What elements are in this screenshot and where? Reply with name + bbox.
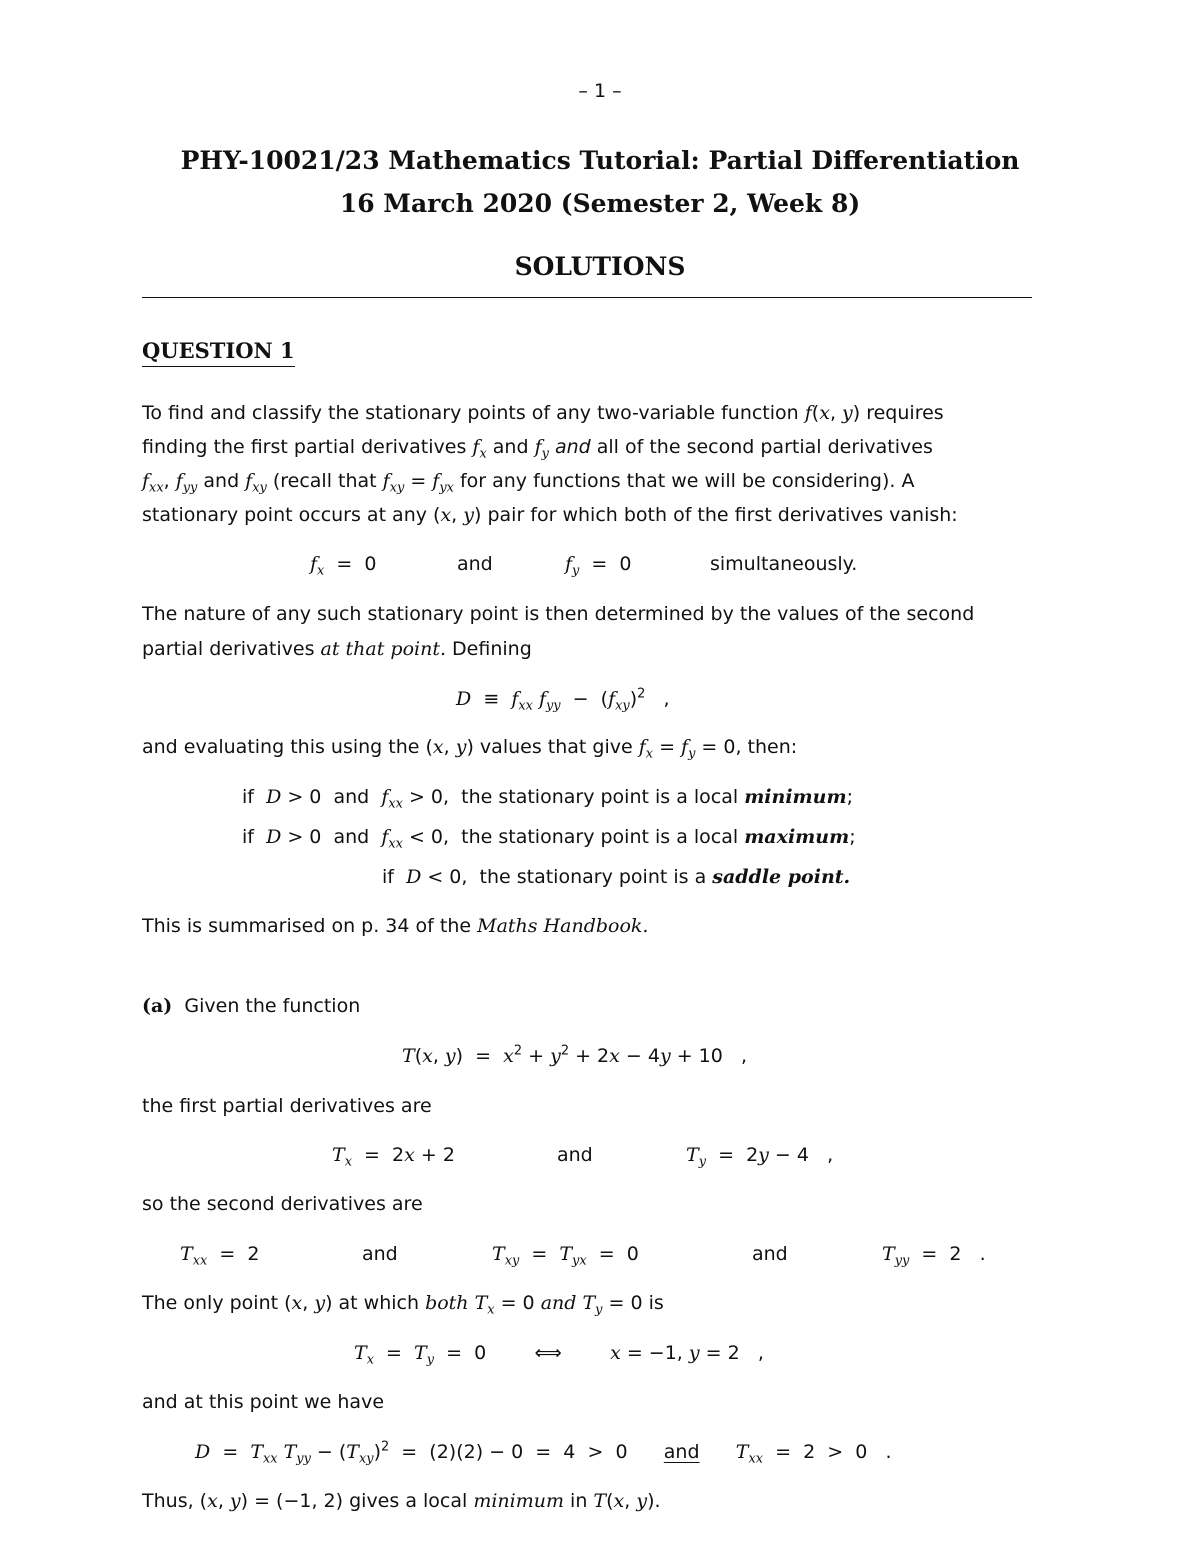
intro-line-3: $f_{xx}$, $f_{yy}$ and $f_{xy}$ (recall that $f_{xy} = f_{yx}$ for any functions that we will be considering). A bbox=[142, 470, 915, 496]
eq-fx-zero: $f_x = 0$ bbox=[310, 553, 377, 579]
eq-txy-and: and bbox=[752, 1243, 788, 1265]
text: and bbox=[197, 470, 246, 492]
intro-line-2: finding the first partial derivatives $f_x$ and $f_y$ and all of the second partial derivatives bbox=[142, 436, 933, 462]
text: , then: bbox=[735, 736, 798, 758]
text: finding the first partial derivatives bbox=[142, 436, 473, 458]
eq1-and: and bbox=[457, 553, 493, 575]
page-number: – 1 – bbox=[578, 80, 622, 102]
eq-fy-zero: $f_y = 0$ bbox=[565, 553, 632, 579]
emphasis: and bbox=[554, 436, 591, 458]
first-derivs-text: the first partial derivatives are bbox=[142, 1095, 432, 1117]
summary-line: This is summarised on p. 34 of the Maths Handbook. bbox=[142, 915, 649, 937]
nature-line-1: The nature of any such stationary point is then determined by the values of the second bbox=[142, 603, 975, 625]
page-subtitle: 16 March 2020 (Semester 2, Week 8) bbox=[339, 189, 861, 218]
question-heading: QUESTION 1 bbox=[142, 338, 295, 367]
emphasis: at that point. bbox=[320, 638, 447, 660]
eq-txx: $T_{xx} = 2$ bbox=[180, 1243, 260, 1269]
part-a-intro: (a) Given the function bbox=[142, 995, 361, 1017]
text: and evaluating this using the bbox=[142, 736, 426, 758]
only-point-line: The only point (x, y) at which both $T_x = 0$ and $T_y = 0$ is bbox=[142, 1292, 664, 1318]
evaluating-line: and evaluating this using the (x, y) values that give $f_x = f_y = 0$, then: bbox=[142, 736, 798, 762]
intro-line-4: stationary point occurs at any (x, y) pair for which both of the first derivatives vanish: bbox=[142, 504, 958, 526]
nature-line-2 bbox=[142, 638, 532, 660]
page-title: PHY-10021/23 Mathematics Tutorial: Partial Differentiation bbox=[180, 146, 1020, 175]
text: Defining bbox=[446, 638, 532, 660]
text: all of the second partial derivatives bbox=[590, 436, 933, 458]
eq-solution: $T_x = T_y = 0$ ⟺ x = −1, y = 2 , bbox=[354, 1342, 764, 1368]
eq-d-definition: $D \equiv f_{xx}$ $f_{yy} - (f_{xy})^2$ , bbox=[456, 686, 670, 714]
text: for any functions that we will be considering). A bbox=[453, 470, 915, 492]
rule-minimum: if D > 0 and $f_{xx} > 0$, the stationary point is a local minimum; bbox=[242, 786, 853, 812]
eq-tx-and: and bbox=[557, 1144, 593, 1166]
eq-tx: $T_x = 2x + 2$ bbox=[332, 1144, 455, 1170]
at-point-text: and at this point we have bbox=[142, 1391, 385, 1413]
eq-ty: $T_y = 2y - 4$ , bbox=[686, 1144, 834, 1170]
eq-function-t: T(x, $y) = x^2 + y^2 + 2x - 4y + 10$ , bbox=[402, 1043, 748, 1067]
intro-line-1: To find and classify the stationary points of any two-variable function f(x, y) requires bbox=[142, 402, 944, 424]
eq-d-value: $D = T_{xx}$ $T_{yy} - (T_{xy})^2 = (2)(2) - 0 = 4 > 0$ and $T_{xx} = 2 > 0$ . bbox=[195, 1439, 892, 1467]
solutions-heading: SOLUTIONS bbox=[514, 252, 686, 281]
text: To find and classify the stationary points of any two-variable function bbox=[142, 402, 805, 424]
text: , bbox=[163, 470, 176, 492]
eq-tyy: $T_{yy} = 2$ . bbox=[882, 1243, 986, 1269]
text: (recall that bbox=[266, 470, 383, 492]
rule-maximum: if D > 0 and $f_{xx} < 0$, the stationary point is a local maximum; bbox=[242, 826, 856, 852]
text: partial derivatives bbox=[142, 638, 321, 660]
title-rule bbox=[142, 297, 1032, 298]
text: requires bbox=[860, 402, 944, 424]
text: values that give bbox=[473, 736, 639, 758]
second-derivs-text: so the second derivatives are bbox=[142, 1193, 423, 1215]
text: pair for which both of the first derivatives vanish: bbox=[481, 504, 958, 526]
eq-txx-and: and bbox=[362, 1243, 398, 1265]
eq-txy: $T_{xy} = T_{yx} = 0$ bbox=[492, 1243, 639, 1269]
eq1-simultaneously: simultaneously. bbox=[710, 553, 858, 575]
text: and bbox=[486, 436, 535, 458]
text: stationary point occurs at any bbox=[142, 504, 434, 526]
rule-saddle: if D < 0, the stationary point is a saddle point. bbox=[382, 866, 851, 888]
conclusion-line: Thus, (x, y) = (−1, 2) gives a local minimum in T(x, y). bbox=[142, 1490, 661, 1512]
